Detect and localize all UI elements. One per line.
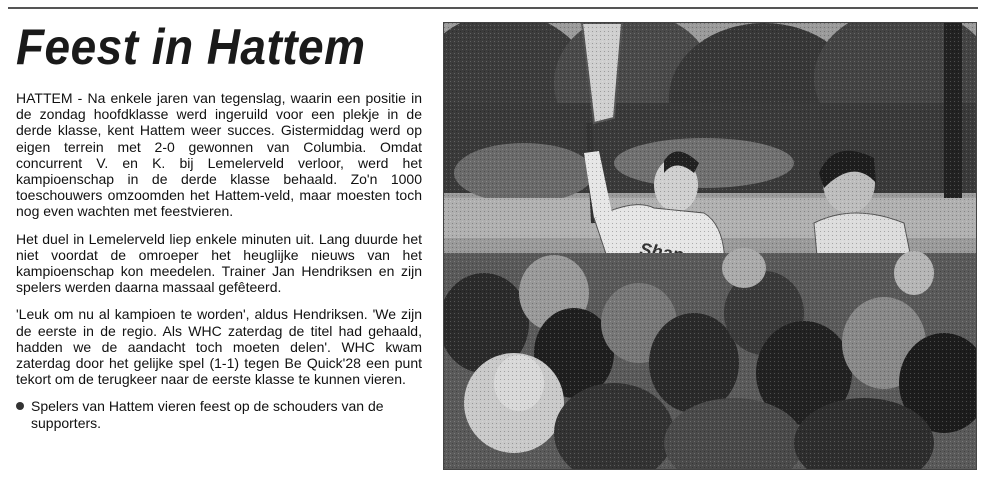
article-column xyxy=(16,18,422,431)
top-rule xyxy=(8,7,978,9)
photo-illustration xyxy=(444,23,977,470)
bullet-icon xyxy=(16,402,24,410)
paragraph-3: 'Leuk om nu al kampioen te worden', aldus Hendriksen. 'We zijn de eerste in de regio. Als WHC zaterdag de titel had gehaald, hadden we de aandacht toch moeten delen'. WHC kwam zaterdag door het gelijke spel (1-1) tegen Be Quick'28 een punt tekort om de terugkeer naar de eerste klasse te kunnen vieren. xyxy=(16,306,422,388)
photo-caption xyxy=(16,398,422,430)
caption-text: Spelers van Hattem vieren feest op de schouders van de supporters. xyxy=(31,398,384,431)
headline: Feest in Hattem xyxy=(16,19,366,75)
paragraph-1: HATTEM - Na enkele jaren van tegenslag, waarin een positie in de zondag hoofdklasse werd ingeruild voor een plekje in de derde klasse, kent Hattem weer succes. Gistermiddag werd op eigen terrein met 2-0 gewonnen van Columbia. Omdat concurrent V. en K. bij Lemelerveld verloor, werd het kampioenschap in de derde klasse behaald. Zo'n 1000 toeschouwers omzoomden het Hattem-veld, maar moesten toch nog even wachten met feestvieren. xyxy=(16,90,422,220)
celebration-photo xyxy=(443,22,977,470)
film-grain xyxy=(444,23,977,470)
paragraph-2: Het duel in Lemelerveld liep enkele minuten uit. Lang duurde het niet voordat de omroeper het heuglijke nieuws van het kampioenschap kon meedelen. Trainer Jan Hendriksen en zijn spelers werden daarna massaal gefêteerd. xyxy=(16,230,422,296)
article-body xyxy=(16,90,422,387)
